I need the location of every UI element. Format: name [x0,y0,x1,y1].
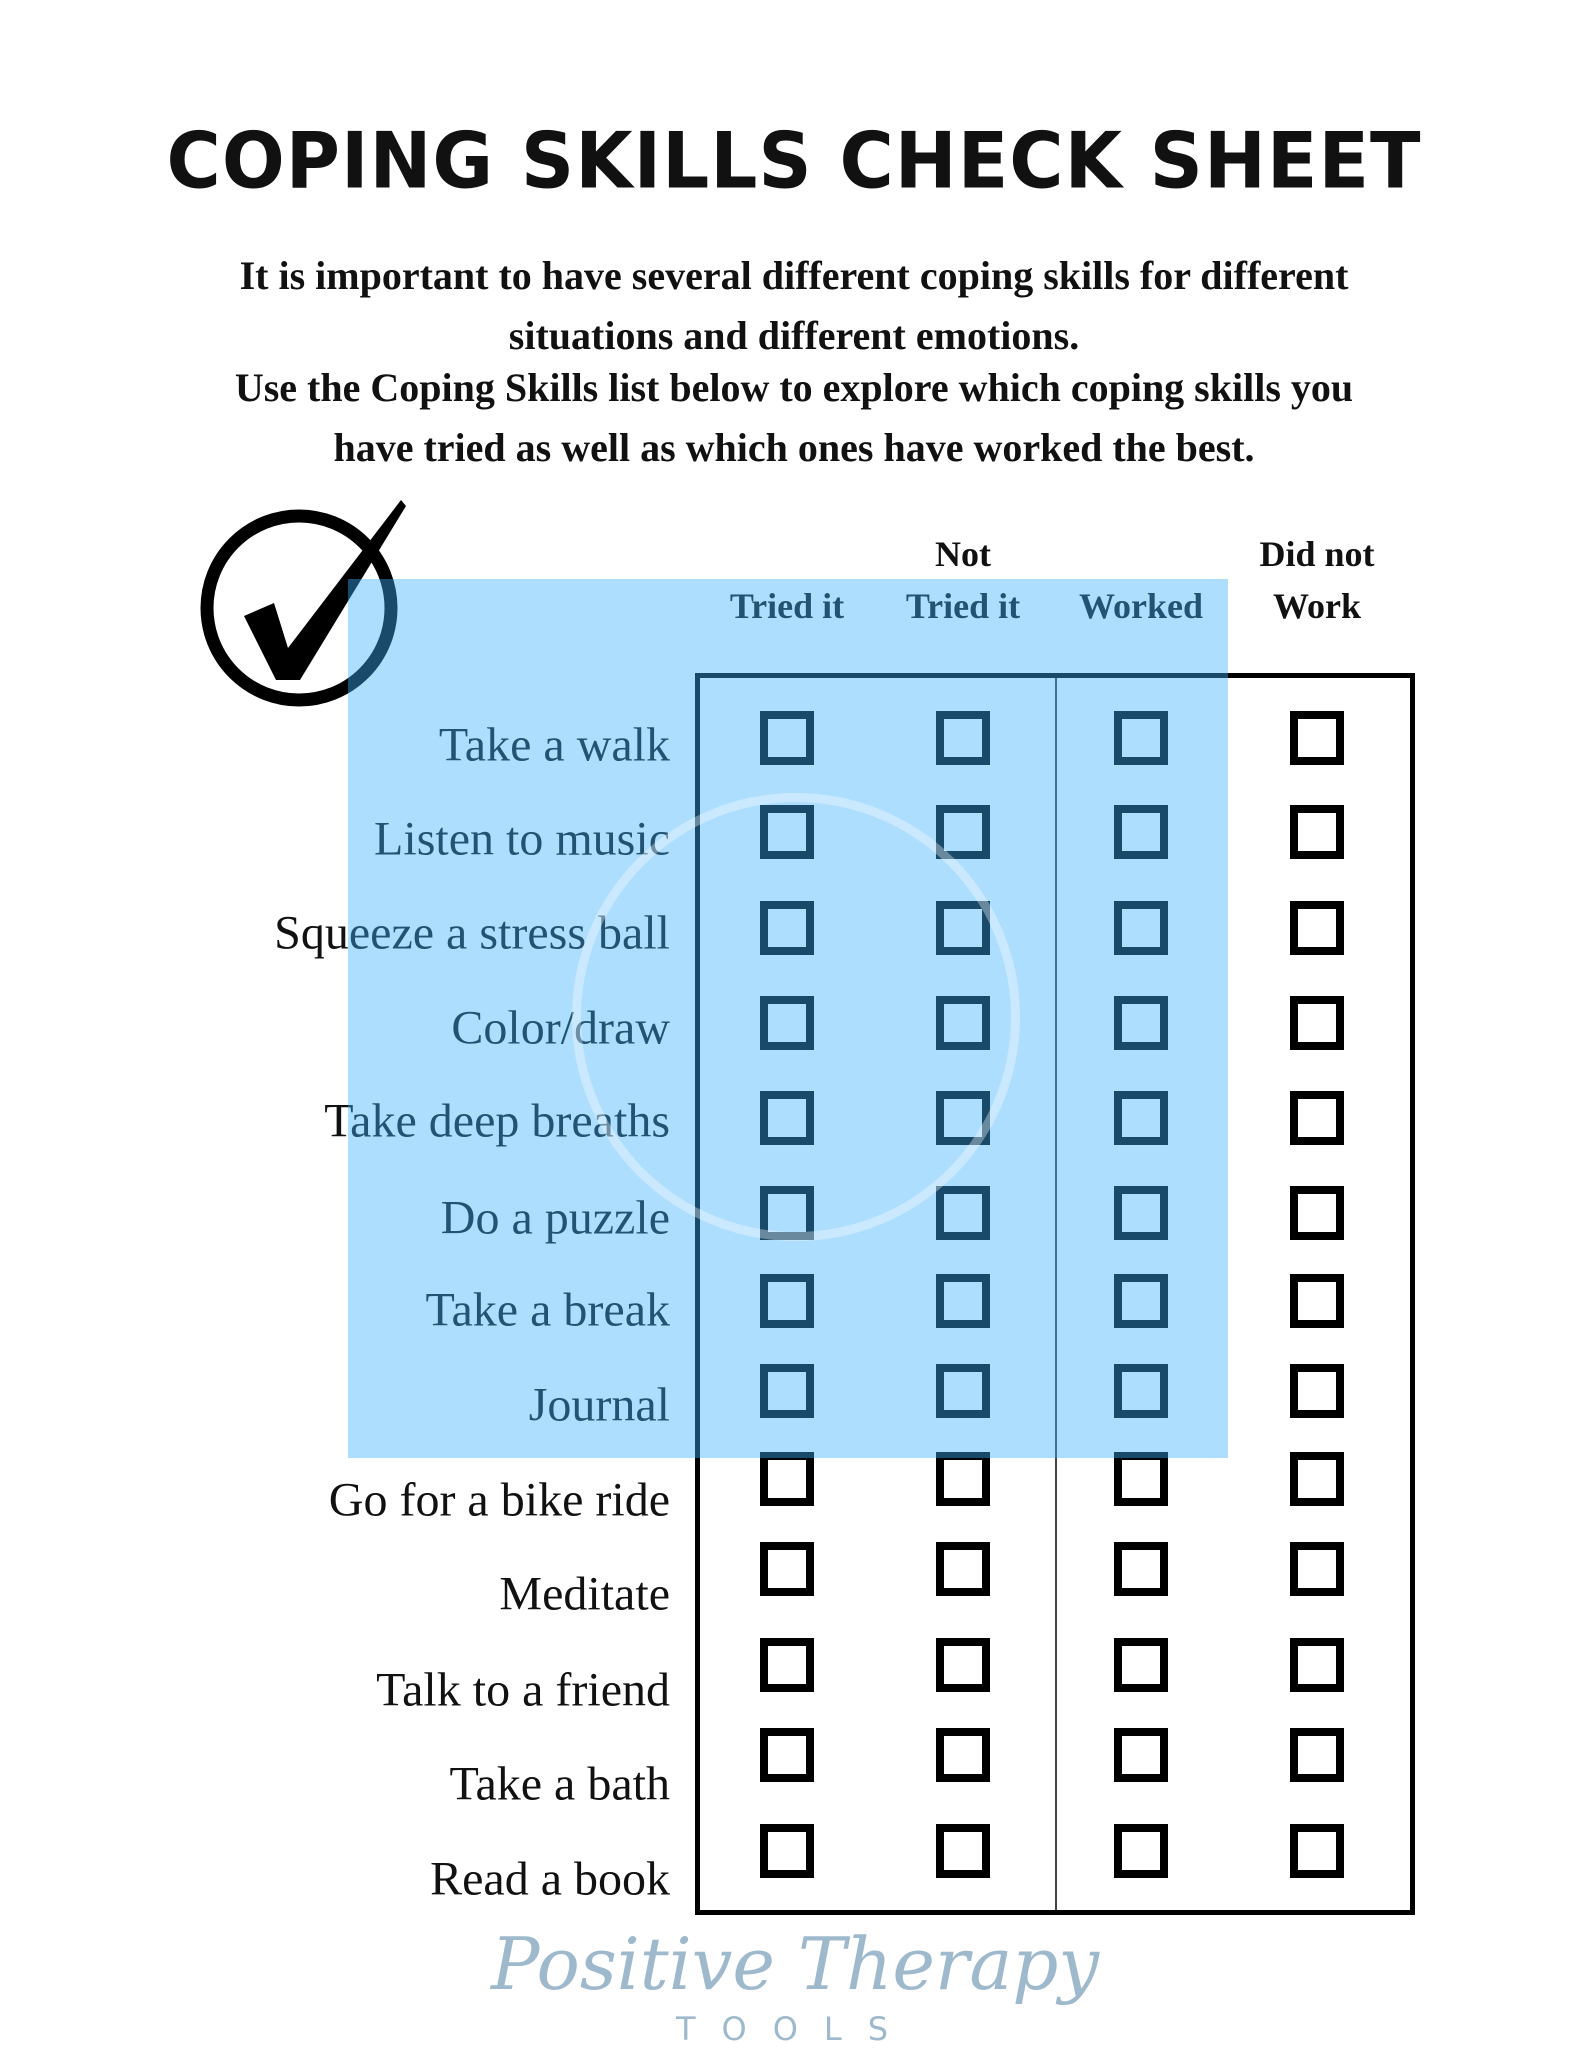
skill-label: Take a walk [438,718,670,772]
checkbox[interactable] [1290,1728,1344,1782]
skill-label: Talk to a friend [376,1663,670,1717]
checkbox[interactable] [1114,1542,1168,1596]
skill-label: Journal [528,1378,670,1432]
checkbox[interactable] [1114,1728,1168,1782]
checkbox[interactable] [936,1274,990,1328]
intro-line: situations and different emotions. [508,313,1080,358]
column-header: Tried it [729,586,845,626]
checkbox[interactable] [760,996,814,1050]
checkbox[interactable] [1114,1638,1168,1692]
checkbox[interactable] [1114,1364,1168,1418]
checkbox[interactable] [936,805,990,859]
column-header: Not [935,534,991,574]
skill-label: Color/draw [451,1001,670,1055]
checkbox[interactable] [760,1728,814,1782]
column-header: Tried it [905,586,1021,626]
checkbox[interactable] [760,1186,814,1240]
checkbox[interactable] [760,1364,814,1418]
checkbox[interactable] [1114,1091,1168,1145]
checkbox[interactable] [760,1452,814,1506]
checkbox[interactable] [936,901,990,955]
checkmark-circle-icon [196,498,416,718]
checkbox[interactable] [936,1452,990,1506]
checkbox[interactable] [760,1638,814,1692]
checkbox[interactable] [760,805,814,859]
checkbox[interactable] [1290,1542,1344,1596]
column-header: Did not [1259,534,1375,574]
checkbox[interactable] [1290,901,1344,955]
checkbox[interactable] [1290,996,1344,1050]
checkbox[interactable] [936,1542,990,1596]
checkbox[interactable] [936,1186,990,1240]
skill-label: Do a puzzle [440,1191,670,1245]
skill-label: Go for a bike ride [328,1473,670,1527]
checkbox[interactable] [1290,711,1344,765]
checkbox[interactable] [1114,996,1168,1050]
checkbox[interactable] [936,1824,990,1878]
checkbox[interactable] [936,996,990,1050]
checkbox[interactable] [1290,1824,1344,1878]
skill-label: Squeeze a stress ball [274,906,670,960]
checkbox[interactable] [1114,901,1168,955]
skill-label: Read a book [430,1852,670,1906]
checkbox[interactable] [760,711,814,765]
column-header: Work [1272,586,1361,626]
checkbox[interactable] [760,901,814,955]
checkbox[interactable] [1290,1274,1344,1328]
checkbox[interactable] [1114,805,1168,859]
checkbox[interactable] [760,1542,814,1596]
checkbox[interactable] [760,1824,814,1878]
checkbox[interactable] [760,1274,814,1328]
checkbox[interactable] [1114,1274,1168,1328]
watermark-text: Positive Therapy [490,1922,1100,2006]
skill-label: Listen to music [374,812,670,866]
skill-label: Take a break [425,1283,670,1337]
checkbox[interactable] [760,1091,814,1145]
checkbox[interactable] [1114,1824,1168,1878]
checkbox[interactable] [1290,805,1344,859]
page-title: COPING SKILLS CHECK SHEET [166,115,1422,207]
checkbox[interactable] [1290,1364,1344,1418]
checkbox[interactable] [936,1728,990,1782]
checkbox[interactable] [936,1364,990,1418]
checkbox[interactable] [1290,1186,1344,1240]
checkbox[interactable] [1114,1452,1168,1506]
checkbox[interactable] [1290,1452,1344,1506]
checkbox[interactable] [1114,711,1168,765]
checkbox[interactable] [936,711,990,765]
skill-label: Meditate [499,1567,670,1621]
checkbox[interactable] [1290,1638,1344,1692]
column-header: Worked [1078,586,1203,626]
column-divider [1055,678,1057,1910]
checkbox[interactable] [936,1638,990,1692]
skill-label: Take a bath [449,1757,670,1811]
checkbox[interactable] [1290,1091,1344,1145]
intro-line: Use the Coping Skills list below to explore which coping skills you [234,365,1354,410]
watermark-subtext: TOOLS [675,2010,915,2048]
intro-line: have tried as well as which ones have worked the best. [333,425,1255,470]
checkbox[interactable] [1114,1186,1168,1240]
intro-line: It is important to have several different coping skills for different [239,253,1349,298]
skill-label: Take deep breaths [324,1094,670,1148]
checkbox[interactable] [936,1091,990,1145]
